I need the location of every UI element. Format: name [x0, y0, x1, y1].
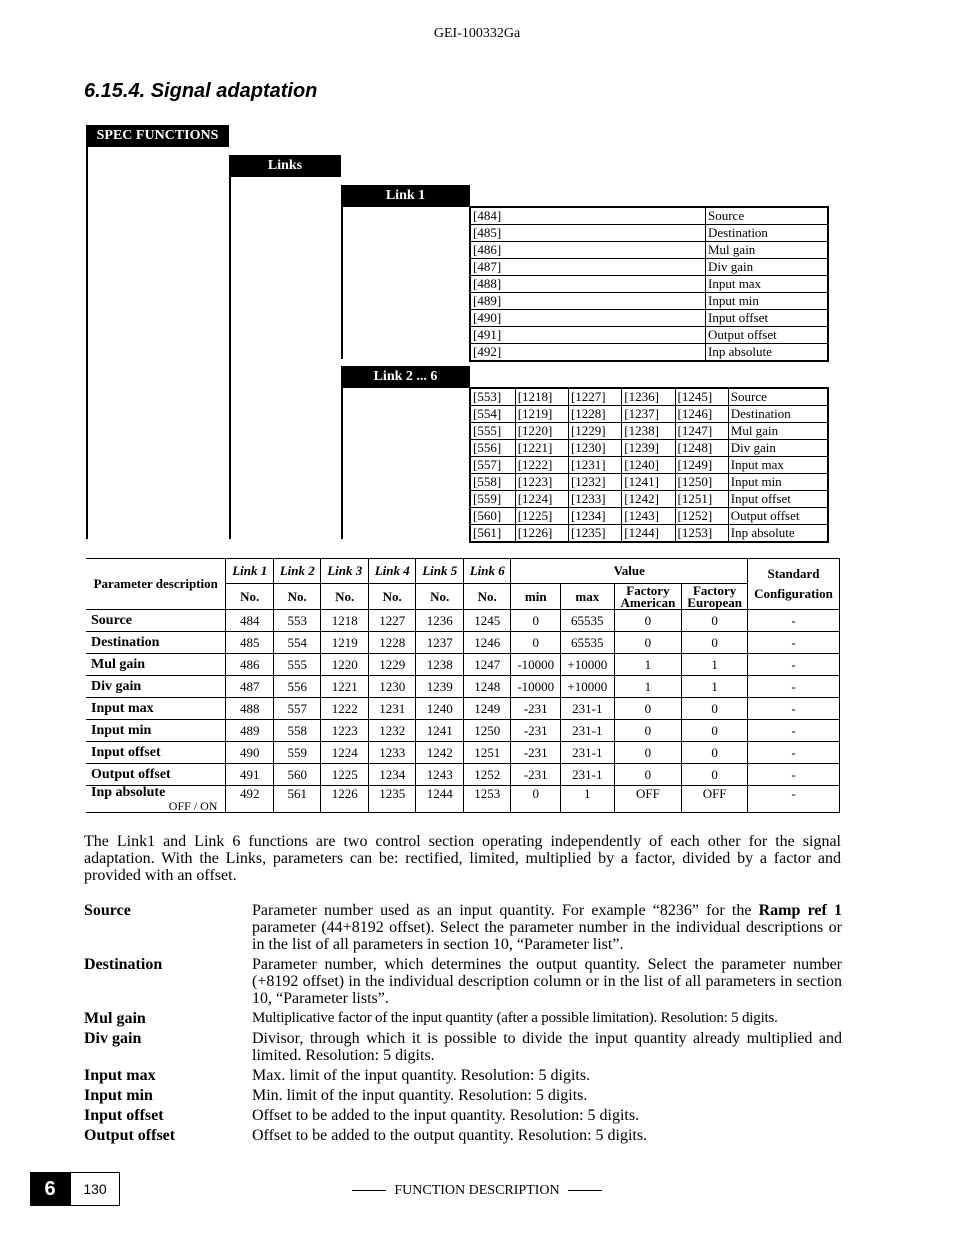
param-row [470, 491, 828, 508]
table-row [86, 698, 840, 720]
link-number: 556 [273, 676, 321, 698]
header-factory-european-l1: Factory [692, 582, 737, 598]
param-number: [553] [470, 388, 515, 406]
param-name: Destination [728, 406, 828, 423]
table-row [86, 720, 840, 742]
param-number: [1238] [622, 423, 675, 440]
value-fa: 0 [614, 610, 682, 632]
param-number: [491] [470, 327, 706, 344]
param-name: Inp absolute [728, 525, 828, 543]
value-max: 231-1 [561, 742, 615, 764]
link-number: 1253 [463, 786, 511, 813]
link-number: 555 [273, 654, 321, 676]
menu-link1: Link 1 [341, 185, 470, 207]
value-std: - [747, 764, 839, 786]
value-fa: 0 [614, 698, 682, 720]
param-row [470, 508, 828, 525]
link2-6-param-table [469, 387, 829, 543]
header-min: min [511, 584, 561, 610]
definition-input-min [84, 1087, 842, 1104]
definition-input-max [84, 1067, 842, 1084]
link-number: 1252 [463, 764, 511, 786]
value-fe: 1 [682, 676, 748, 698]
menu-links: Links [229, 155, 341, 177]
header-standard: Standard [767, 566, 820, 581]
param-name: Input min [706, 293, 829, 310]
param-number: [559] [470, 491, 515, 508]
description: Max. limit of the input quantity. Resolution: 5 digits. [252, 1067, 591, 1084]
definition-div-gain [84, 1030, 842, 1064]
link-number: 486 [226, 654, 274, 676]
param-row [470, 344, 828, 362]
table-row [86, 610, 840, 632]
param-number: [1249] [675, 457, 728, 474]
header-no: No. [368, 584, 416, 610]
param-number: [1242] [622, 491, 675, 508]
header-parameter-description: Parameter description [86, 559, 226, 610]
term: Source [84, 902, 131, 919]
link-number: 1223 [321, 720, 369, 742]
param-number: [560] [470, 508, 515, 525]
document-id: GEI-100332Ga [433, 26, 521, 41]
param-number: [558] [470, 474, 515, 491]
value-fa: 0 [614, 720, 682, 742]
parameter-name-text: Input min [91, 722, 152, 738]
term: Output offset [84, 1127, 176, 1144]
param-row [470, 474, 828, 491]
value-max: 65535 [561, 632, 615, 654]
value-fe: 0 [682, 632, 748, 654]
parameter-name-text: Input offset [91, 744, 161, 760]
header-factory-american-l2: American [620, 594, 676, 610]
param-number: [1225] [515, 508, 568, 525]
link-number: 558 [273, 720, 321, 742]
value-std: - [747, 654, 839, 676]
value-max: 231-1 [561, 764, 615, 786]
value-fa: 1 [614, 654, 682, 676]
definition-input-offset [84, 1107, 842, 1124]
link-number: 484 [226, 610, 274, 632]
link-number: 1232 [368, 720, 416, 742]
value-std: - [747, 676, 839, 698]
parameter-note: OFF / ON [168, 799, 218, 813]
table-row [86, 632, 840, 654]
parameter-name-text: Mul gain [91, 656, 146, 672]
param-number: [1222] [515, 457, 568, 474]
param-row [470, 525, 828, 543]
table-row [86, 742, 840, 764]
description: Offset to be added to the output quantity. Resolution: 5 digits. [252, 1127, 648, 1144]
header-no: No. [463, 584, 511, 610]
param-number: [1229] [568, 423, 621, 440]
param-row [470, 406, 828, 423]
header-no: No. [273, 584, 321, 610]
param-name: Input max [728, 457, 828, 474]
header-no: No. [226, 584, 274, 610]
link-number: 1243 [416, 764, 464, 786]
parameter-name [86, 698, 226, 720]
value-min: -10000 [511, 654, 561, 676]
value-fe: 0 [682, 764, 748, 786]
link-number: 1244 [416, 786, 464, 813]
link-number: 491 [226, 764, 274, 786]
param-number: [1253] [675, 525, 728, 543]
link-number: 1249 [463, 698, 511, 720]
value-min: 0 [511, 632, 561, 654]
header-link-3: Link 3 [321, 559, 369, 584]
link-number: 1247 [463, 654, 511, 676]
param-number: [1237] [622, 406, 675, 423]
param-row [470, 293, 828, 310]
param-row [470, 327, 828, 344]
param-number: [487] [470, 259, 706, 276]
param-row [470, 259, 828, 276]
link-number: 1237 [416, 632, 464, 654]
parameter-name [86, 764, 226, 786]
value-std: - [747, 632, 839, 654]
link-number: 1218 [321, 610, 369, 632]
term: Input offset [84, 1107, 164, 1124]
link-number: 485 [226, 632, 274, 654]
value-max: 231-1 [561, 698, 615, 720]
param-number: [1236] [622, 388, 675, 406]
term: Div gain [84, 1030, 142, 1047]
parameter-name [86, 742, 226, 764]
link-number: 1239 [416, 676, 464, 698]
definition-mul-gain [84, 1010, 842, 1027]
header-link-4: Link 4 [368, 559, 416, 584]
param-number: [1227] [568, 388, 621, 406]
definition-source [84, 902, 842, 953]
value-min: 0 [511, 610, 561, 632]
page-number: 130 [70, 1172, 120, 1206]
parameter-name [86, 676, 226, 698]
value-fe: 0 [682, 610, 748, 632]
link-number: 1250 [463, 720, 511, 742]
value-fa: 0 [614, 742, 682, 764]
param-number: [1223] [515, 474, 568, 491]
parameter-name-text: Input max [91, 700, 154, 716]
value-max: 231-1 [561, 720, 615, 742]
chapter-number: 6 [30, 1172, 70, 1206]
header-no: No. [321, 584, 369, 610]
description: Offset to be added to the input quantity. Resolution: 5 digits. [252, 1107, 640, 1124]
parameter-name [86, 654, 226, 676]
param-number: [1248] [675, 440, 728, 457]
param-number: [1250] [675, 474, 728, 491]
param-number: [557] [470, 457, 515, 474]
param-number: [1245] [675, 388, 728, 406]
link-number: 1248 [463, 676, 511, 698]
param-number: [1234] [568, 508, 621, 525]
param-number: [1246] [675, 406, 728, 423]
section-title: 6.15.4. Signal adaptation [84, 80, 318, 102]
param-row [470, 207, 828, 225]
param-number: [486] [470, 242, 706, 259]
param-name: Output offset [728, 508, 828, 525]
header-factory-american-l1: Factory [626, 582, 670, 598]
param-number: [561] [470, 525, 515, 543]
param-number: [1239] [622, 440, 675, 457]
description-part: parameter (44+8192 offset). Select the parameter number in the individual descriptions or in the list of all parameters in section 10, “Parameter list”. [252, 919, 842, 953]
link-number: 559 [273, 742, 321, 764]
header-factory-european [682, 584, 748, 610]
link-number: 561 [273, 786, 321, 813]
link-number: 1233 [368, 742, 416, 764]
header-link-2: Link 2 [273, 559, 321, 584]
param-row [470, 276, 828, 293]
param-number: [492] [470, 344, 706, 362]
param-name: Destination [706, 225, 829, 242]
link-number: 1240 [416, 698, 464, 720]
param-number: [1235] [568, 525, 621, 543]
param-row [470, 457, 828, 474]
value-std: - [747, 720, 839, 742]
header-max: max [561, 584, 615, 610]
param-name: Inp absolute [706, 344, 829, 362]
link-number: 554 [273, 632, 321, 654]
link-number: 1251 [463, 742, 511, 764]
header-factory-european-l2: European [687, 594, 742, 610]
footer-rule-left [352, 1190, 386, 1191]
tree-line-link2-6 [341, 388, 343, 539]
param-number: [1228] [568, 406, 621, 423]
link-number: 1224 [321, 742, 369, 764]
value-fe: 0 [682, 720, 748, 742]
link-number: 1236 [416, 610, 464, 632]
parameter-table [86, 558, 840, 813]
menu-spec-functions: SPEC FUNCTIONS [86, 125, 229, 147]
param-number: [1252] [675, 508, 728, 525]
value-max: 65535 [561, 610, 615, 632]
param-number: [555] [470, 423, 515, 440]
parameter-name-text: Destination [91, 634, 160, 650]
link-number: 489 [226, 720, 274, 742]
term: Input min [84, 1087, 153, 1104]
table-row [86, 676, 840, 698]
link-number: 1220 [321, 654, 369, 676]
param-name: Source [728, 388, 828, 406]
parameter-name-text: Div gain [91, 678, 142, 694]
intro-paragraph: The Link1 and Link 6 functions are two control section operating independently of each other for the signal adaptation. With the Links, parameters can be: rectified, limited, multiplied by a factor, divided by a factor and provided with an offset. [84, 833, 841, 884]
definition-output-offset [84, 1127, 842, 1144]
link-number: 488 [226, 698, 274, 720]
param-number: [1251] [675, 491, 728, 508]
param-name: Input offset [706, 310, 829, 327]
table-row [86, 764, 840, 786]
header-value: Value [511, 559, 747, 584]
term: Destination [84, 956, 163, 973]
link-number: 1245 [463, 610, 511, 632]
tree-line-links [229, 177, 231, 539]
param-name: Input offset [728, 491, 828, 508]
value-std: - [747, 698, 839, 720]
header-factory-american [614, 584, 682, 610]
table-row [86, 654, 840, 676]
parameter-name [86, 720, 226, 742]
param-number: [556] [470, 440, 515, 457]
footer-text: FUNCTION DESCRIPTION [394, 1183, 560, 1198]
value-min: -231 [511, 742, 561, 764]
value-std: - [747, 742, 839, 764]
parameter-name [86, 632, 226, 654]
definition-destination [84, 956, 842, 1007]
param-number: [554] [470, 406, 515, 423]
link-number: 1229 [368, 654, 416, 676]
header-configuration: Configuration [754, 586, 833, 601]
link-number: 1234 [368, 764, 416, 786]
param-number: [1224] [515, 491, 568, 508]
link-number: 1230 [368, 676, 416, 698]
parameter-name [86, 610, 226, 632]
link-number: 1228 [368, 632, 416, 654]
param-name: Mul gain [728, 423, 828, 440]
description: Parameter number, which determines the output quantity. Select the parameter number (+8192 offset) in the individual description column or in the list of all parameters in section 10, “Parameter lists”. [252, 956, 842, 1007]
term: Input max [84, 1067, 156, 1084]
link-number: 1242 [416, 742, 464, 764]
param-number: [1241] [622, 474, 675, 491]
param-name: Output offset [706, 327, 829, 344]
link-number: 1246 [463, 632, 511, 654]
value-min: -231 [511, 764, 561, 786]
param-row [470, 310, 828, 327]
link-number: 1221 [321, 676, 369, 698]
param-number: [490] [470, 310, 706, 327]
link-number: 1235 [368, 786, 416, 813]
value-max: +10000 [561, 676, 615, 698]
parameter-name-text: Inp absolute [91, 785, 166, 800]
param-number: [1233] [568, 491, 621, 508]
value-min: -10000 [511, 676, 561, 698]
value-max: 1 [561, 786, 615, 813]
tree-line-spec [86, 147, 88, 539]
param-name: Div gain [706, 259, 829, 276]
param-number: [1247] [675, 423, 728, 440]
param-number: [1226] [515, 525, 568, 543]
value-fa: 0 [614, 632, 682, 654]
header-standard-configuration [747, 559, 839, 610]
parameter-name-text: Source [91, 612, 132, 628]
value-max: +10000 [561, 654, 615, 676]
link-number: 487 [226, 676, 274, 698]
param-number: [1243] [622, 508, 675, 525]
param-number: [1219] [515, 406, 568, 423]
description [252, 902, 842, 953]
value-fe: 1 [682, 654, 748, 676]
link-number: 553 [273, 610, 321, 632]
param-number: [1218] [515, 388, 568, 406]
link-number: 1219 [321, 632, 369, 654]
param-number: [1230] [568, 440, 621, 457]
link-number: 1225 [321, 764, 369, 786]
value-min: -231 [511, 698, 561, 720]
param-number: [488] [470, 276, 706, 293]
description: Multiplicative factor of the input quantity (after a possible limitation). Resolution: 5 digits. [252, 1010, 778, 1026]
value-fe: OFF [682, 786, 748, 813]
param-number: [1244] [622, 525, 675, 543]
footer-rule-right [568, 1190, 602, 1191]
header-link-5: Link 5 [416, 559, 464, 584]
param-number: [485] [470, 225, 706, 242]
header-no: No. [416, 584, 464, 610]
tree-line-link1 [341, 207, 343, 359]
header-link-1: Link 1 [226, 559, 274, 584]
link-number: 1227 [368, 610, 416, 632]
param-number: [1221] [515, 440, 568, 457]
param-number: [1240] [622, 457, 675, 474]
description-part: Parameter number used as an input quantity. For example “8236” for the [252, 902, 759, 919]
table-row [86, 786, 840, 813]
param-name: Mul gain [706, 242, 829, 259]
description-bold: Ramp ref 1 [758, 902, 842, 919]
param-row [470, 423, 828, 440]
param-number: [489] [470, 293, 706, 310]
value-std: - [747, 786, 839, 813]
value-std: - [747, 610, 839, 632]
parameter-name [86, 786, 226, 813]
value-fa: OFF [614, 786, 682, 813]
link-number: 1222 [321, 698, 369, 720]
link-number: 1226 [321, 786, 369, 813]
link-number: 492 [226, 786, 274, 813]
value-fe: 0 [682, 742, 748, 764]
param-number: [1220] [515, 423, 568, 440]
value-fa: 1 [614, 676, 682, 698]
footer-label [0, 1183, 954, 1199]
link-number: 1241 [416, 720, 464, 742]
param-row [470, 225, 828, 242]
link-number: 490 [226, 742, 274, 764]
menu-link2-6: Link 2 ... 6 [341, 366, 470, 388]
description: Divisor, through which it is possible to divide the input quantity already multiplied and limited. Resolution: 5 digits. [252, 1030, 842, 1064]
param-row [470, 388, 828, 406]
link1-param-table [469, 206, 829, 362]
description: Min. limit of the input quantity. Resolution: 5 digits. [252, 1087, 588, 1104]
param-row [470, 242, 828, 259]
parameter-name-text: Output offset [91, 766, 171, 782]
link-number: 1231 [368, 698, 416, 720]
link-number: 1238 [416, 654, 464, 676]
value-fe: 0 [682, 698, 748, 720]
link-number: 560 [273, 764, 321, 786]
param-number: [1231] [568, 457, 621, 474]
param-number: [1232] [568, 474, 621, 491]
param-number: [484] [470, 207, 706, 225]
term: Mul gain [84, 1010, 146, 1027]
link-number: 557 [273, 698, 321, 720]
param-name: Div gain [728, 440, 828, 457]
param-name: Source [706, 207, 829, 225]
value-min: 0 [511, 786, 561, 813]
param-name: Input min [728, 474, 828, 491]
header-link-6: Link 6 [463, 559, 511, 584]
definition-list [84, 902, 842, 1147]
param-row [470, 440, 828, 457]
param-name: Input max [706, 276, 829, 293]
value-fa: 0 [614, 764, 682, 786]
value-min: -231 [511, 720, 561, 742]
